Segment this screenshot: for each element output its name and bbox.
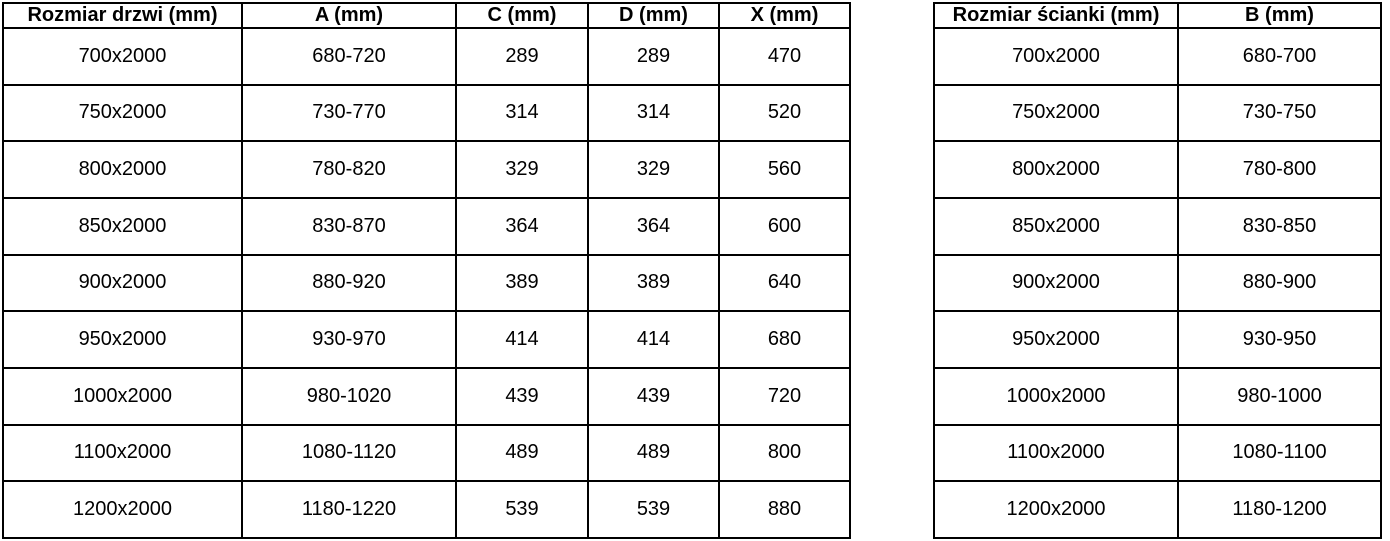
table-cell: 389 <box>588 255 719 312</box>
table-row <box>3 198 850 255</box>
table-cell: 800x2000 <box>3 141 242 198</box>
table-cell: 389 <box>456 255 588 312</box>
table-cell: 980-1020 <box>242 368 456 425</box>
table-cell: 329 <box>456 141 588 198</box>
table-cell: 980-1000 <box>1178 368 1381 425</box>
table-cell: 780-800 <box>1178 141 1381 198</box>
table-row <box>3 255 850 312</box>
table-cell: 1080-1100 <box>1178 425 1381 482</box>
table-cell: 880 <box>719 481 850 538</box>
table-cell: 414 <box>588 311 719 368</box>
table-row <box>3 368 850 425</box>
table-row <box>3 141 850 198</box>
header-row <box>934 3 1381 28</box>
table-cell: 730-770 <box>242 85 456 142</box>
table-cell: 930-950 <box>1178 311 1381 368</box>
table-cell: 560 <box>719 141 850 198</box>
door-size-table <box>2 2 851 539</box>
table-cell: 1200x2000 <box>3 481 242 538</box>
table-cell: 1000x2000 <box>934 368 1178 425</box>
table-row <box>3 85 850 142</box>
wall-size-table <box>933 2 1382 539</box>
column-header: X (mm) <box>719 3 850 28</box>
table-cell: 489 <box>588 425 719 482</box>
table-cell: 830-870 <box>242 198 456 255</box>
column-header: C (mm) <box>456 3 588 28</box>
table-row <box>934 425 1381 482</box>
table-cell: 880-920 <box>242 255 456 312</box>
table-cell: 329 <box>588 141 719 198</box>
table-cell: 750x2000 <box>934 85 1178 142</box>
table-row <box>3 28 850 85</box>
table-cell: 289 <box>588 28 719 85</box>
column-header: Rozmiar ścianki (mm) <box>934 3 1178 28</box>
table-cell: 414 <box>456 311 588 368</box>
table-cell: 880-900 <box>1178 255 1381 312</box>
table-cell: 950x2000 <box>3 311 242 368</box>
table-cell: 600 <box>719 198 850 255</box>
table-cell: 780-820 <box>242 141 456 198</box>
table-cell: 1100x2000 <box>3 425 242 482</box>
column-header: Rozmiar drzwi (mm) <box>3 3 242 28</box>
column-header: D (mm) <box>588 3 719 28</box>
table-cell: 930-970 <box>242 311 456 368</box>
table-cell: 830-850 <box>1178 198 1381 255</box>
table-cell: 1000x2000 <box>3 368 242 425</box>
column-header: B (mm) <box>1178 3 1381 28</box>
table-cell: 640 <box>719 255 850 312</box>
table-cell: 314 <box>456 85 588 142</box>
table-cell: 1200x2000 <box>934 481 1178 538</box>
table-row <box>934 481 1381 538</box>
table-row <box>934 85 1381 142</box>
table-row <box>934 198 1381 255</box>
table-cell: 364 <box>588 198 719 255</box>
table-cell: 700x2000 <box>3 28 242 85</box>
table-cell: 850x2000 <box>3 198 242 255</box>
table-cell: 539 <box>588 481 719 538</box>
table-cell: 1080-1120 <box>242 425 456 482</box>
table-cell: 520 <box>719 85 850 142</box>
table-cell: 800x2000 <box>934 141 1178 198</box>
table-cell: 680-700 <box>1178 28 1381 85</box>
table-cell: 680 <box>719 311 850 368</box>
table-cell: 680-720 <box>242 28 456 85</box>
table-row <box>3 311 850 368</box>
header-row <box>3 3 850 28</box>
table-cell: 900x2000 <box>934 255 1178 312</box>
table-cell: 314 <box>588 85 719 142</box>
table-cell: 289 <box>456 28 588 85</box>
table-row <box>934 141 1381 198</box>
table-cell: 1180-1220 <box>242 481 456 538</box>
table-cell: 1180-1200 <box>1178 481 1381 538</box>
table-cell: 720 <box>719 368 850 425</box>
table-cell: 950x2000 <box>934 311 1178 368</box>
table-row <box>934 28 1381 85</box>
table-row <box>3 481 850 538</box>
column-header: A (mm) <box>242 3 456 28</box>
table-cell: 539 <box>456 481 588 538</box>
table-cell: 439 <box>588 368 719 425</box>
table-cell: 900x2000 <box>3 255 242 312</box>
table-row <box>934 368 1381 425</box>
table-cell: 470 <box>719 28 850 85</box>
table-cell: 489 <box>456 425 588 482</box>
table-row <box>3 425 850 482</box>
table-cell: 730-750 <box>1178 85 1381 142</box>
table-cell: 1100x2000 <box>934 425 1178 482</box>
table-row <box>934 311 1381 368</box>
table-cell: 700x2000 <box>934 28 1178 85</box>
table-cell: 750x2000 <box>3 85 242 142</box>
table-cell: 439 <box>456 368 588 425</box>
table-cell: 364 <box>456 198 588 255</box>
table-row <box>934 255 1381 312</box>
table-cell: 850x2000 <box>934 198 1178 255</box>
table-cell: 800 <box>719 425 850 482</box>
